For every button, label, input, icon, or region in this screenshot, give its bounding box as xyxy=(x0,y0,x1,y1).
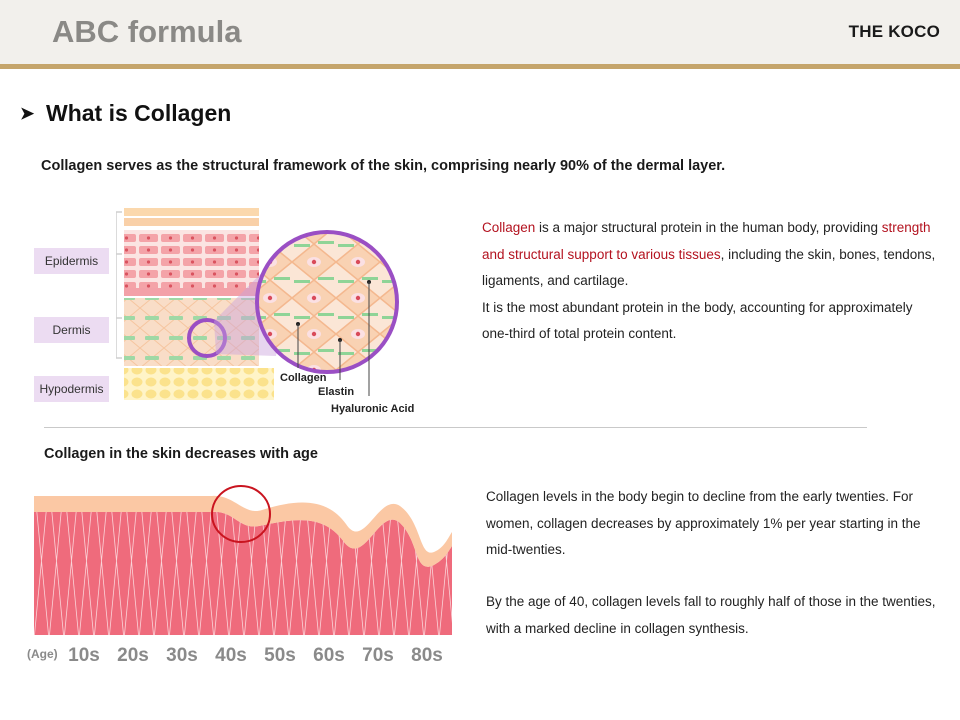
age-section-heading: Collagen in the skin decreases with age xyxy=(44,446,318,462)
layer-tag-dermis: Dermis xyxy=(34,317,109,343)
header-bar xyxy=(0,0,960,64)
slide-title: ABC formula xyxy=(52,14,242,49)
lead-sentence: Collagen serves as the structural framework of the skin, comprising nearly 90% of the dermal layer. xyxy=(41,158,726,174)
layer-tag-hypodermis: Hypodermis xyxy=(34,376,109,402)
age-description-1: Collagen levels in the body begin to decline from the early twenties. For women, collagen decreases by approximately 1% per year starting in the mid-twenties. xyxy=(486,489,921,557)
age-tick: 70s xyxy=(362,645,394,666)
description-highlight: strength and structural support to various tissues xyxy=(482,220,931,262)
section-divider xyxy=(44,427,867,428)
age-tick: 10s xyxy=(68,645,100,666)
arrow-bullet-icon: ➤ xyxy=(20,104,35,123)
description-text-a: is a major structural protein in the human body, providing xyxy=(535,220,882,235)
layer-tag-epidermis: Epidermis xyxy=(34,248,109,274)
brand-logo: THE KOCO xyxy=(848,22,940,41)
section-heading-text: What is Collagen xyxy=(46,100,232,126)
description-text-b: , including the skin, bones, tendons, ligaments, and cartilage. xyxy=(482,246,936,288)
collagen-keyword: Collagen xyxy=(482,220,536,235)
age-description-2: By the age of 40, collagen levels fall to roughly half of those in the twenties, with a marked decline in collagen synthesis. xyxy=(486,594,936,636)
age-unit-label: (Age) xyxy=(27,647,58,661)
callout-collagen: Collagen xyxy=(280,372,327,384)
section-heading xyxy=(20,100,231,127)
age-tick: 80s xyxy=(411,645,443,666)
age-tick: 60s xyxy=(313,645,345,666)
collagen-age-illustration xyxy=(34,482,452,640)
skin-cross-section-diagram xyxy=(116,208,421,418)
callout-hyaluronic-acid: Hyaluronic Acid xyxy=(331,403,415,415)
age-tick: 50s xyxy=(264,645,296,666)
age-tick: 40s xyxy=(215,645,247,666)
age-tick: 20s xyxy=(117,645,149,666)
callout-elastin: Elastin xyxy=(318,386,355,398)
header-rule xyxy=(0,64,960,69)
collagen-description xyxy=(482,215,937,348)
age-tick: 30s xyxy=(166,645,198,666)
description-text-c: It is the most abundant protein in the body, accounting for approximately one-third of total protein content. xyxy=(482,299,913,341)
